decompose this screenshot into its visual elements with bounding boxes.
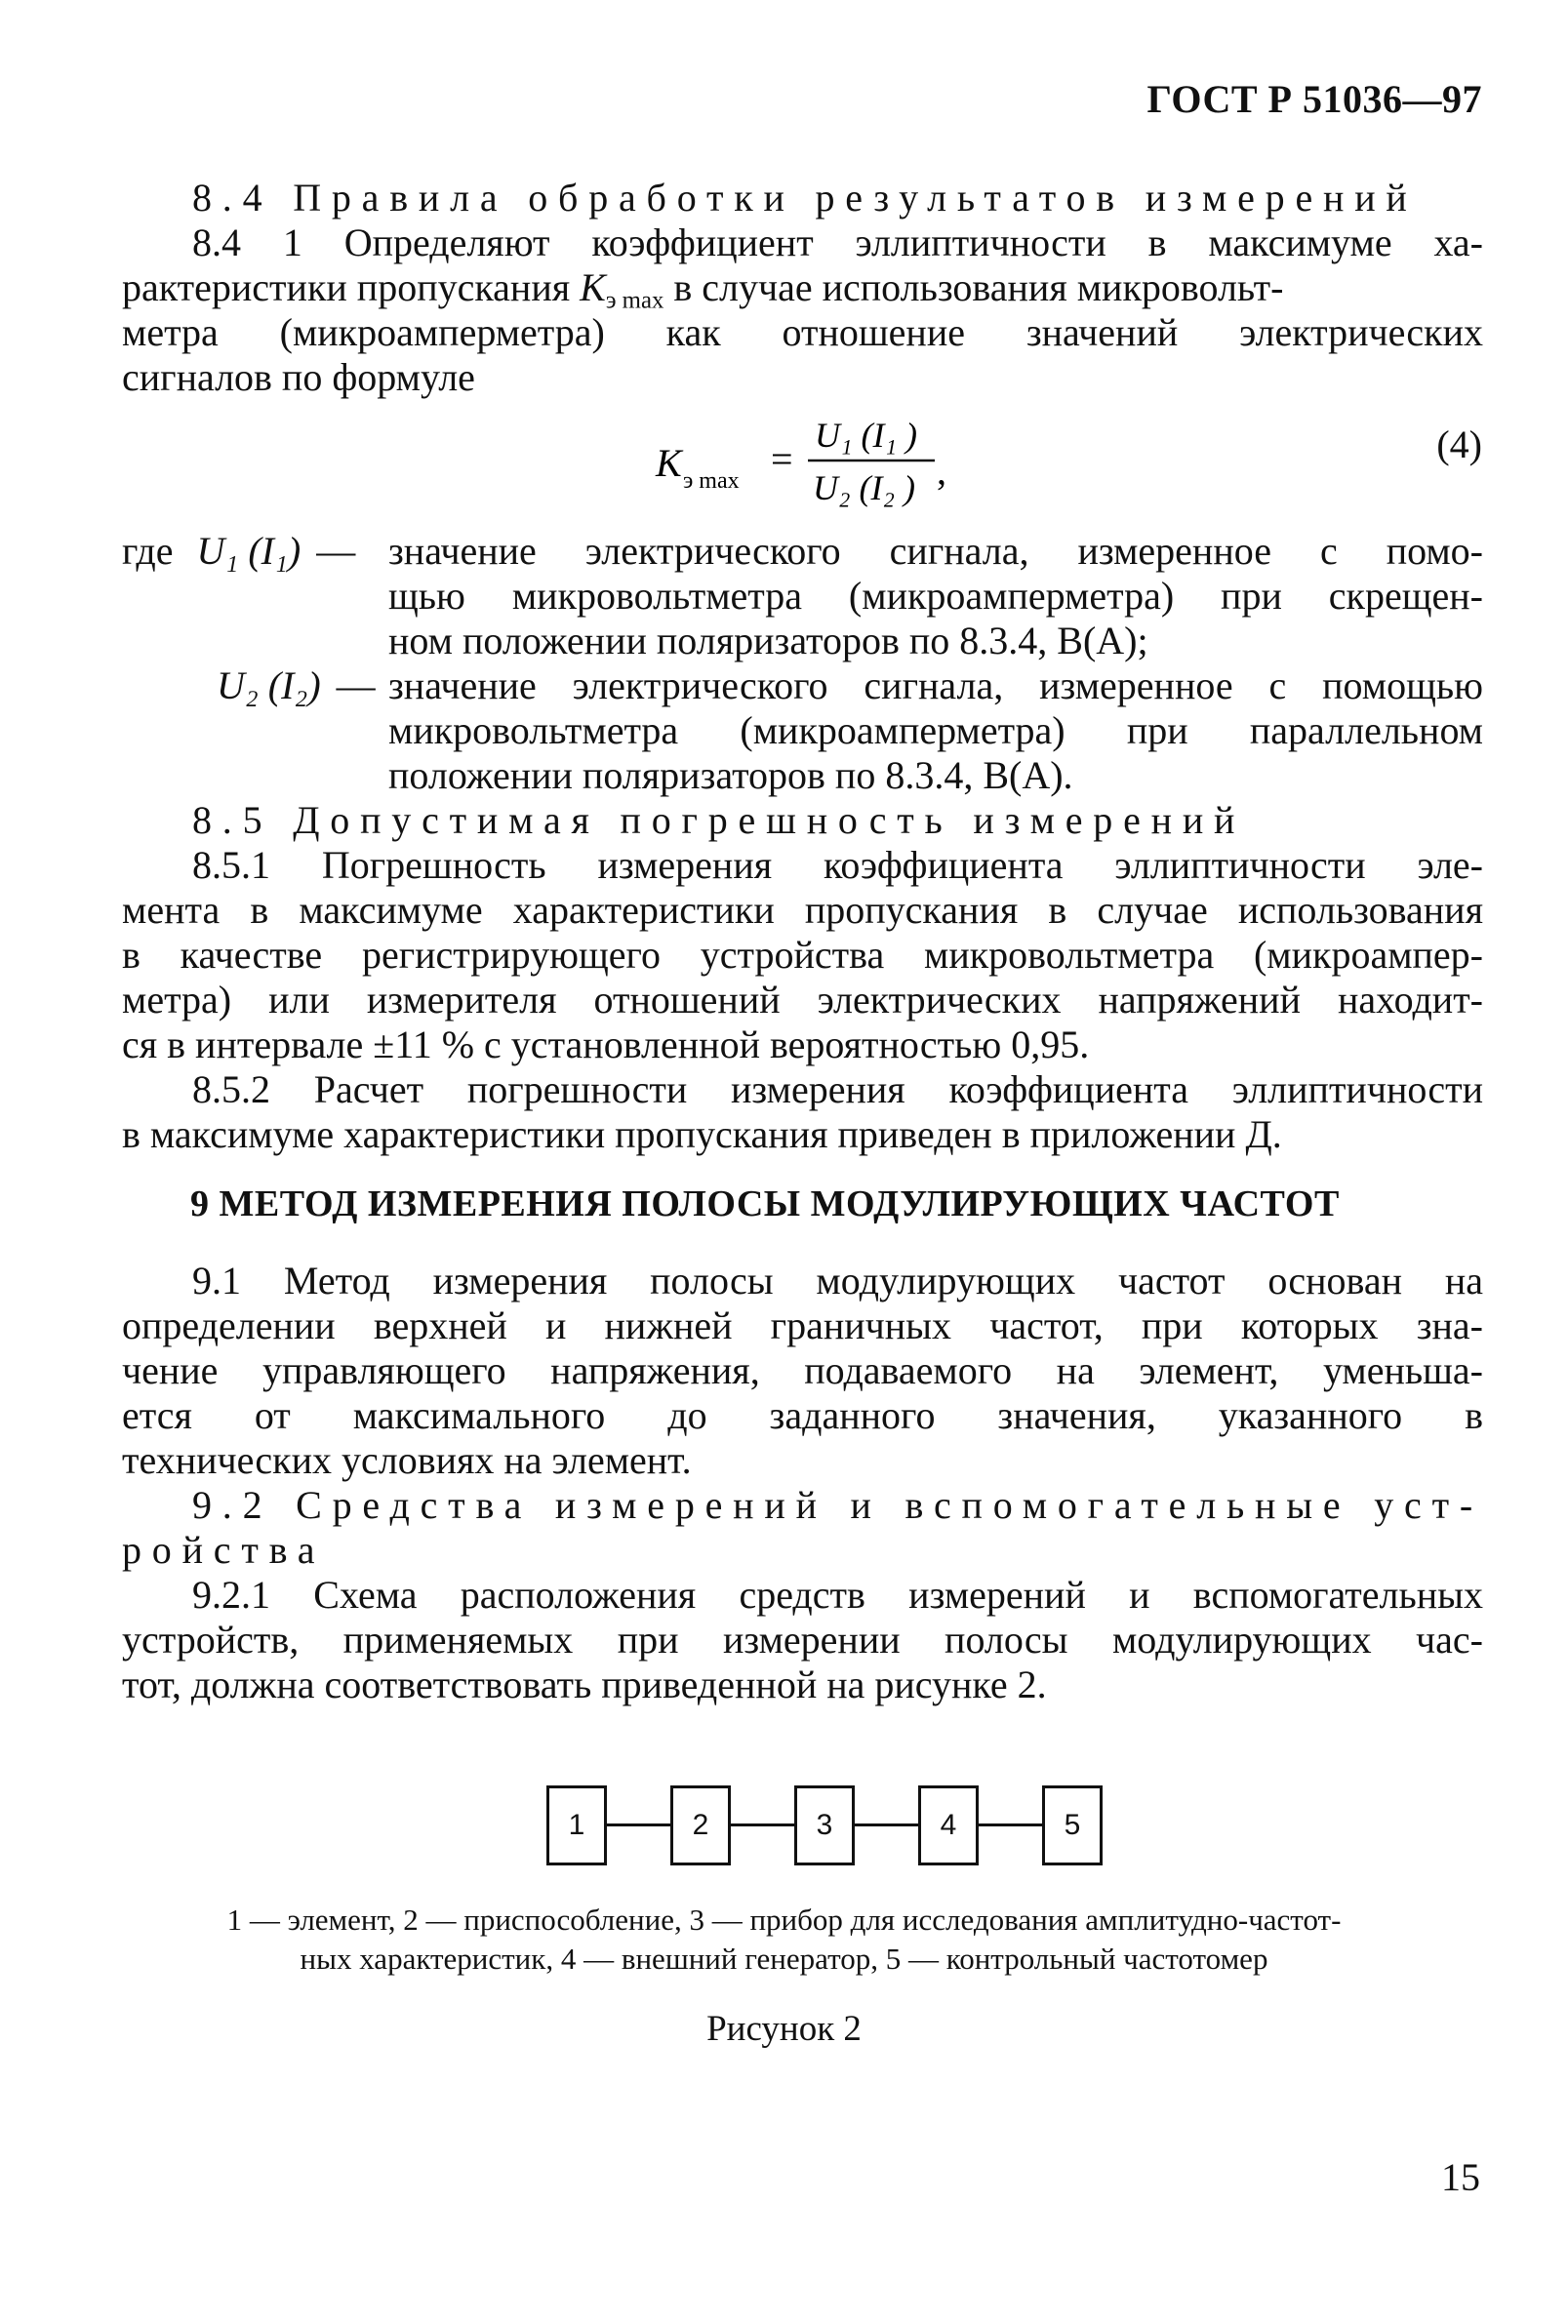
paragraph-line: в качестве регистрирующего устройства микровольтметра (микроампер-: [122, 933, 1483, 977]
connector: [979, 1823, 1042, 1826]
where-u2-line: микровольтметра (микроамперметра) при параллельном: [388, 708, 1483, 752]
paragraph-line: 9.1 Метод измерения полосы модулирующих частот основан на: [192, 1259, 1483, 1302]
paragraph-line: 8.5.2 Расчет погрешности измерения коэффициента эллиптичности: [192, 1067, 1483, 1111]
where-lead: [122, 529, 355, 574]
u2-symbol: U₂ (I₂): [217, 663, 321, 707]
paragraph-fragment: в случае использования микровольт-: [673, 265, 1284, 309]
formula-numerator: U₁ (I₁ ): [815, 416, 917, 455]
paragraph-line: тот, должна соответствовать приведенной на рисунке 2.: [122, 1663, 1047, 1706]
section-9-heading: 9 МЕТОД ИЗМЕРЕНИЯ ПОЛОСЫ МОДУЛИРУЮЩИХ ЧАСТОТ: [190, 1183, 1340, 1224]
equation-number: (4): [1436, 422, 1482, 466]
where-word: где: [122, 529, 174, 573]
formula-equals: =: [771, 437, 793, 481]
block-4: 4: [918, 1785, 979, 1865]
connector: [607, 1823, 670, 1826]
where-u2-line: значение электрического сигнала, измеренное с помощью: [388, 663, 1483, 707]
k-subscript: э max: [605, 287, 664, 314]
k-symbol: K: [580, 265, 606, 309]
document-id-header: ГОСТ Р 51036—97: [1146, 77, 1482, 121]
paragraph-line: мента в максимуме характеристики пропускания в случае использования: [122, 888, 1483, 932]
paragraph-line: в максимуме характеристики пропускания приведен в приложении Д.: [122, 1112, 1282, 1156]
paragraph-line: ется от максимального до заданного значения, указанного в: [122, 1393, 1483, 1437]
where-u2-symbol-line: [217, 663, 376, 708]
formula-comma: ,: [937, 449, 946, 493]
block-2: 2: [670, 1785, 731, 1865]
subsection-9-2-title-cont: ройства: [122, 1528, 326, 1572]
paragraph-line: метра (микроамперметра) как отношение значений электрических: [122, 310, 1483, 354]
formula-lhs: K: [656, 441, 682, 485]
paragraph-line: устройств, применяемых при измерении полосы модулирующих час-: [122, 1618, 1483, 1662]
connector: [855, 1823, 918, 1826]
formula-denominator: U₂ (I₂ ): [813, 468, 915, 507]
subsection-9-2-title: 9.2 Средства измерений и вспомогательные уст-: [192, 1483, 1483, 1527]
paragraph-line: определении верхней и нижней граничных частот, при которых зна-: [122, 1303, 1483, 1347]
formula-lhs-subscript: э max: [683, 468, 740, 494]
u1-dash: —: [316, 529, 356, 573]
where-u1-line: щью микровольтметра (микроамперметра) при скрещен-: [388, 574, 1483, 618]
where-u2-line: положении поляризаторов по 8.3.4, В(А).: [388, 753, 1073, 797]
paragraph-line: сигналов по формуле: [122, 355, 475, 399]
u2-dash: —: [336, 663, 376, 707]
figure-caption-line: 1 — элемент, 2 — приспособление, 3 — прибор для исследования амплитудно-частот-: [226, 1903, 1342, 1937]
section-8-5-title: 8.5 Допустимая погрешность измерений: [192, 798, 1246, 842]
paragraph-line: ся в интервале ±11 % с установленной вероятностью 0,95.: [122, 1022, 1090, 1066]
connector: [731, 1823, 794, 1826]
paragraph-line: технических условиях на элемент.: [122, 1438, 692, 1482]
paragraph-line: 9.2.1 Схема расположения средств измерений и вспомогательных: [192, 1573, 1483, 1617]
section-8-4-title: 8.4 Правила обработки результатов измерений: [192, 176, 1418, 220]
figure-caption-line: ных характеристик, 4 — внешний генератор, 5 — контрольный частотомер: [300, 1942, 1268, 1976]
block-1: 1: [546, 1785, 607, 1865]
paragraph-line: 8.4 1 Определяют коэффициент эллиптичности в максимуме ха-: [192, 220, 1483, 264]
u1-symbol: U₁ (I₁): [196, 529, 302, 573]
where-u1-line: значение электрического сигнала, измеренное с помо-: [388, 529, 1483, 573]
where-u1-line: ном положении поляризаторов по 8.3.4, В(А);: [388, 619, 1148, 662]
paragraph-fragment: рактеристики пропускания: [122, 265, 571, 309]
paragraph-line: чение управляющего напряжения, подаваемого на элемент, уменьша-: [122, 1348, 1483, 1392]
page-number: 15: [1441, 2155, 1480, 2199]
figure-label: Рисунок 2: [706, 2009, 862, 2049]
block-5: 5: [1042, 1785, 1103, 1865]
block-3: 3: [794, 1785, 855, 1865]
formula-4: [654, 410, 946, 517]
paragraph-line: 8.5.1 Погрешность измерения коэффициента эллиптичности эле-: [192, 843, 1483, 887]
paragraph-line: метра) или измерителя отношений электрических напряжений находит-: [122, 978, 1483, 1022]
